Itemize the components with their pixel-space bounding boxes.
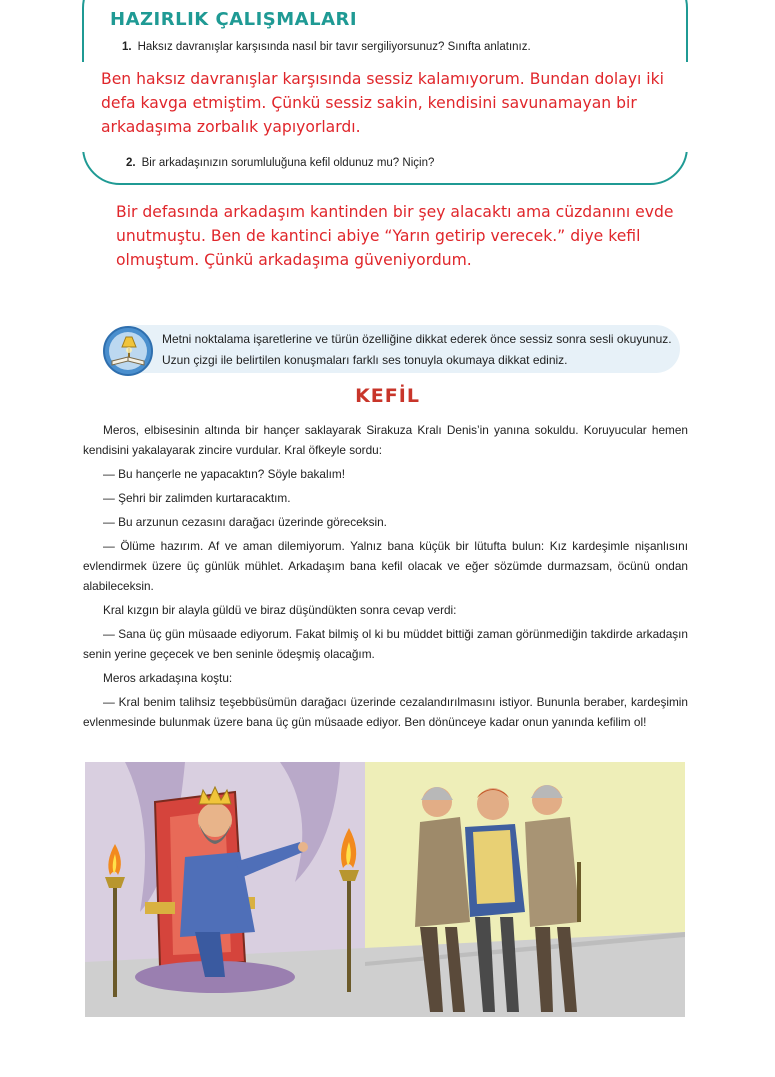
story-title: KEFİL [355,385,420,407]
prep-section-title: HAZIRLIK ÇALIŞMALARI [106,9,361,30]
answer-2: Bir defasında arkadaşım kantinden bir şey alacaktı ama cüzdanını evde unutmuştu. Ben de kantinci abiye “Yarın getirip verecek.” diye kefil olmuştum. Çünkü arkadaşıma güveniyordum. [116,203,674,269]
story-paragraph: — Ölüme hazırım. Af ve aman dilemiyorum. Yalnız bana küçük bir lütufta bulun: Kız kardeşimle nişanlısını evlendirmek üzere üç günlük mühlet. Arkadaşım bana kefil olacak ve eğer sözümde durmazsam, öcünü ondan alabileceksin. [83,539,688,593]
story-paragraph: — Kral benim talihsiz teşebbüsümün darağacı üzerinde cezalandırılmasını istiyor. Bununla beraber, kardeşimin evlenmesinde bulunmak üzere bana üç gün müsaade ediyor. Ben dönünceye kadar onun yanında kefilim ol! [83,695,688,729]
story-illustration [85,762,685,1017]
story-paragraph: — Bu arzunun cezasını darağacı üzerinde göreceksin. [103,515,387,529]
question-2-text: Bir arkadaşınızın sorumluluğuna kefil oldunuz mu? Niçin? [141,157,435,169]
story-paragraph: Meros arkadaşına koştu: [103,671,233,685]
answer-1: Ben haksız davranışlar karşısında sessiz kalamıyorum. Bundan dolayı iki defa kavga etmiştim. Çünkü sessiz sakin, kendisini savunamayan bir arkadaşıma zorbalık yapıyorlardı. [101,70,665,136]
question-1 [122,41,531,53]
story-paragraph: — Şehri bir zalimden kurtaracaktım. [103,491,291,505]
question-2-number: 2. [126,157,136,169]
story-paragraph: Meros, elbisesinin altında bir hançer saklayarak Sirakuza Kralı Denis’in yanına sokuldu. Koruyucular hemen kendisini yakalayarak zincire vurdular. Kral öfkeyle sordu: [83,423,688,457]
story-paragraph: — Sana üç gün müsaade ediyorum. Fakat bilmiş ol ki bu müddet bittiği zaman görünmediğin takdirde arkadaşın senin yerine geçecek ve ben seninle ödeşmiş olacağım. [83,627,688,661]
question-1-number: 1. [122,41,132,53]
story-paragraph: Kral kızgın bir alayla güldü ve biraz düşündükten sonra cevap verdi: [103,603,457,617]
reading-instruction-text: Metni noktalama işaretlerine ve türün özelliğine dikkat ederek önce sessiz sonra sesli okuyunuz. Uzun çizgi ile belirtilen konuşmaları farklı ses tonuyla okumaya dikkat ediniz. [162,332,672,367]
book-lamp-icon [102,325,154,377]
question-1-text: Haksız davranışlar karşısında nasıl bir tavır sergiliyorsunuz? Sınıfta anlatınız. [137,41,531,53]
story-text [83,420,688,736]
story-paragraph: — Bu hançerle ne yapacaktın? Söyle bakalım! [103,467,345,481]
question-2 [126,157,434,169]
